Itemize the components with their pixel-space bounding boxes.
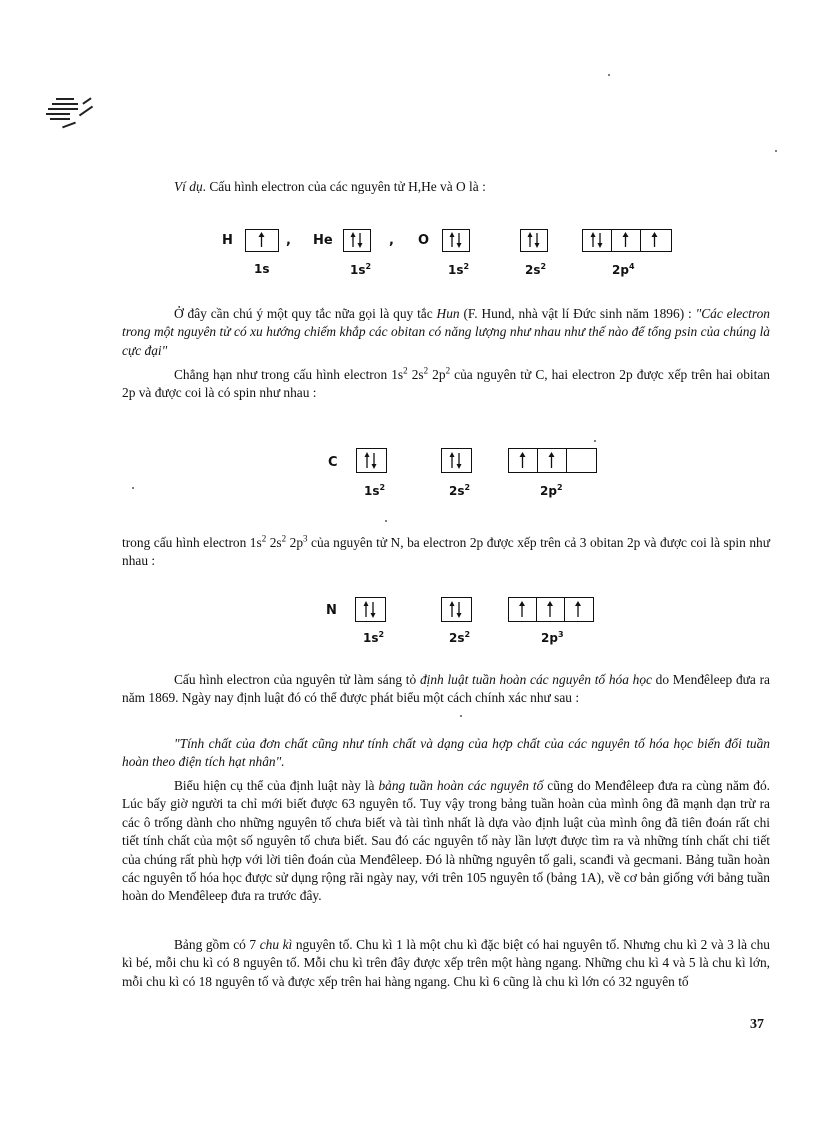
arrow-up-icon: [509, 598, 535, 620]
arrow-up-icon: [246, 230, 277, 250]
orbital-box-h-1s: [245, 229, 279, 252]
scan-speck: [594, 440, 596, 442]
page-number: 37: [750, 1017, 764, 1032]
comma: ,: [286, 233, 291, 248]
label-o-1s: $1s^2$: [448, 262, 470, 277]
orbital-box-o-2s: [520, 229, 548, 252]
arrow-up-down-icon: [521, 230, 546, 250]
symbol-h: H: [222, 233, 233, 248]
arrow-up-icon: [537, 598, 563, 620]
comma: ,: [389, 233, 394, 248]
label-n-1s: $1s^2$: [363, 630, 385, 645]
label-he-1s: $1s^2$: [350, 262, 372, 277]
arrow-up-down-icon: [356, 598, 384, 620]
periodic-law-statement: "Tính chất của đơn chất cũng như tính chất và dạng của hợp chất của các nguyên tố hóa học biến đổi tuần hoàn theo điện tích hạt nhân".: [122, 736, 770, 770]
symbol-o: O: [418, 233, 430, 248]
arrow-up-icon: [538, 449, 565, 471]
arrow-up-down-icon: [442, 598, 470, 620]
hund-paragraph: Ở đây cần chú ý một quy tắc nữa gọi là quy tắc Hun (F. Hund, nhà vật lí Đức sinh năm 1896) : "Các electron trong một nguyên tử có xu hướng chiếm khắp các obitan có năng lượng như nhau như thế nào để tổng psin của chúng là cực đại": [122, 306, 770, 358]
periods-paragraph: Bảng gồm có 7 chu kì nguyên tố. Chu kì 1 là một chu kì đặc biệt có hai nguyên tố. Nhưng chu kì 2 và 3 là chu kì bé, mỗi chu kì có 8 nguyên tố. Mỗi chu kì trên đây được xếp trên một hàng ngang. Những chu kì 4 và 5 là chu kì lớn, mỗi chu kì có 18 nguyên tố và được xếp trên hai hàng ngang. Chu kì 6 cũng là chu kì lớn có 32 nguyên tố: [122, 937, 770, 989]
empty-orbital: [567, 449, 596, 472]
label-o-2p: $2p^4$: [612, 262, 635, 277]
symbol-c: C: [328, 455, 338, 470]
label-h-1s: 1s: [254, 262, 270, 276]
symbol-he: He: [313, 233, 333, 248]
orbital-box-c-2p: [508, 448, 597, 473]
label-c-1s: $1s^2$: [364, 483, 386, 498]
example-line: Ví dụ. Cấu hình electron của các nguyên tử H,He và O là :: [174, 179, 486, 194]
arrow-up-icon: [509, 449, 536, 471]
periodic-table-paragraph: Biểu hiện cụ thể của định luật này là bảng tuần hoàn các nguyên tố cũng do Menđêleep đưa ra cùng năm đó. Lúc bấy giờ người ta chỉ mới biết được 63 nguyên tố. Tuy vậy trong bảng tuần hoàn của mình ông đã mạnh dạn trừ ra các ô trống dành cho những nguyên tố chưa biết và tài tình nhất là dựa vào định luật của mình ông đã tiên đoán rất chi tiết tính chất của một số nguyên tố chưa biết. Sau đó các nguyên tố này lần lượt được tìm ra và những tính chất chi tiết của chúng rất phù hợp với lời tiên đoán của Menđêleep. Đó là những nguyên tố gali, scanđi và gecmani. Bảng tuần hoàn các nguyên tố hóa học được sử dụng rộng rãi ngày nay, với trên 105 nguyên tố (bảng 1A), về cơ bản giống với bảng tuần hoàn do Menđêleep đưa ra trước đây.: [122, 778, 771, 904]
arrow-up-icon: [565, 598, 591, 620]
arrow-up-icon: [612, 230, 639, 250]
symbol-n: N: [326, 603, 337, 618]
label-c-2p: $2p^2$: [540, 483, 563, 498]
orbital-box-c-2s: [441, 448, 472, 473]
scan-speck: [132, 487, 134, 489]
orbital-box-n-2s: [441, 597, 472, 622]
scan-speck: [385, 520, 387, 522]
label-n-2p: $2p^3$: [541, 630, 564, 645]
library-stamp-icon: [42, 96, 100, 132]
arrow-up-down-icon: [583, 230, 610, 250]
label-o-2s: $2s^2$: [525, 262, 547, 277]
nitrogen-paragraph: trong cấu hình electron $1s^2$ $2s^2$ $2p^3$ của nguyên tử N, ba electron 2p được xếp trên cả 3 obitan 2p và được coi là spin như nhau :: [122, 533, 770, 569]
label-c-2s: $2s^2$: [449, 483, 471, 498]
orbital-box-o-2p: [582, 229, 672, 252]
arrow-up-down-icon: [442, 449, 470, 471]
periodic-law-paragraph: Cấu hình electron của nguyên tử làm sáng tỏ định luật tuần hoàn các nguyên tố hóa học do Menđêleep đưa ra năm 1869. Ngày nay định luật đó có thể được phát biểu một cách chính xác như sau :: [122, 672, 770, 706]
arrow-up-icon: [641, 230, 668, 250]
orbital-box-n-2p: [508, 597, 594, 622]
label-n-2s: $2s^2$: [449, 630, 471, 645]
orbital-box-c-1s: [356, 448, 387, 473]
orbital-box-n-1s: [355, 597, 386, 622]
scan-speck: [460, 715, 462, 717]
carbon-paragraph: Chẳng hạn như trong cấu hình electron $1s^2$ $2s^2$ $2p^2$ của nguyên tử C, hai electron 2p được xếp trên hai obitan 2p và được coi là có spin như nhau :: [122, 365, 770, 401]
arrow-up-down-icon: [357, 449, 385, 471]
arrow-up-down-icon: [344, 230, 369, 250]
arrow-up-down-icon: [443, 230, 468, 250]
orbital-box-o-1s: [442, 229, 470, 252]
orbital-box-he-1s: [343, 229, 371, 252]
scan-speck: [608, 74, 610, 76]
scan-speck: [775, 150, 777, 152]
